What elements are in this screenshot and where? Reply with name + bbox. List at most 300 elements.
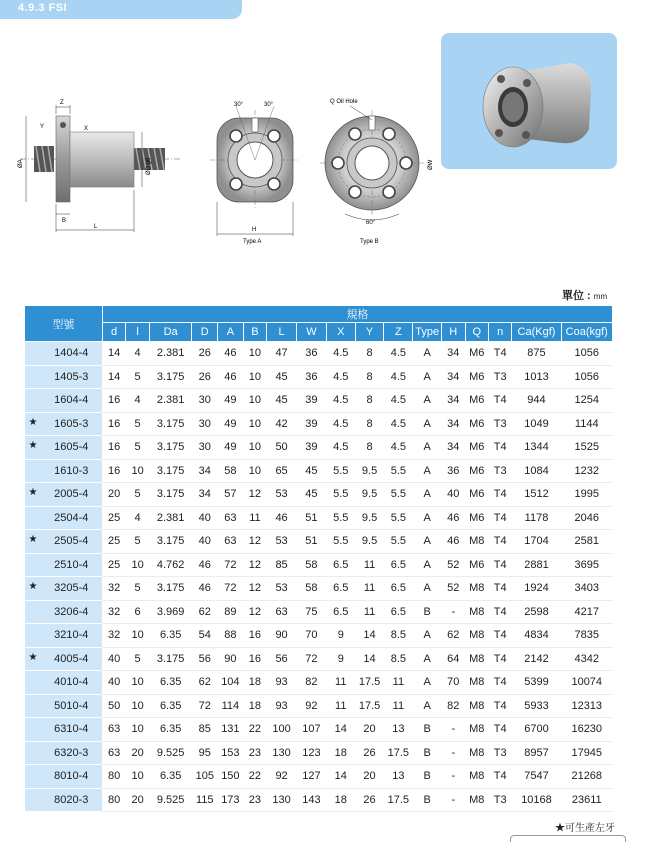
column-header: Ca(Kgf) — [512, 323, 561, 342]
spec-cell: B — [413, 788, 442, 812]
spec-table — [24, 305, 613, 812]
left-thread-star: ★ — [28, 581, 38, 592]
column-header: A — [218, 323, 244, 342]
spec-cell: 18 — [243, 671, 266, 695]
header-spec-group: 規格 — [102, 306, 612, 323]
left-thread-star: ★ — [28, 487, 38, 498]
spec-cell: 4.5 — [326, 436, 355, 460]
spec-cell: 4.5 — [326, 389, 355, 413]
spec-cell: T3 — [488, 365, 511, 389]
spec-cell: 1013 — [512, 365, 561, 389]
spec-cell: M8 — [465, 647, 488, 671]
dim-l: L — [94, 224, 98, 230]
spec-cell: 10 — [243, 459, 266, 483]
column-header: Z — [384, 323, 413, 342]
spec-cell: 1056 — [561, 365, 612, 389]
type-a-h: H — [252, 227, 257, 233]
spec-cell: T3 — [488, 788, 511, 812]
left-thread-star: ★ — [28, 440, 38, 451]
spec-cell: 6700 — [512, 718, 561, 742]
column-header: W — [297, 323, 327, 342]
spec-cell: 6.35 — [149, 765, 192, 789]
spec-cell: T4 — [488, 577, 511, 601]
spec-cell: 92 — [297, 694, 327, 718]
table-row — [25, 530, 613, 554]
dim-b: B — [62, 218, 67, 224]
spec-cell: 1924 — [512, 577, 561, 601]
spec-cell: 10 — [243, 412, 266, 436]
technical-drawing — [0, 90, 450, 250]
spec-cell: 14 — [326, 718, 355, 742]
spec-cell: M8 — [465, 530, 488, 554]
spec-cell: 53 — [267, 577, 297, 601]
spec-cell: T3 — [488, 412, 511, 436]
spec-cell: M6 — [465, 436, 488, 460]
spec-cell: 56 — [192, 647, 218, 671]
spec-cell: 2881 — [512, 553, 561, 577]
spec-cell: 10 — [126, 553, 149, 577]
spec-cell: 9.525 — [149, 788, 192, 812]
spec-cell: 2.381 — [149, 389, 192, 413]
spec-table-body — [25, 342, 613, 812]
table-row — [25, 577, 613, 601]
spec-cell: 9.5 — [355, 483, 384, 507]
spec-cell: 58 — [218, 459, 244, 483]
column-header: X — [326, 323, 355, 342]
spec-cell: B — [413, 765, 442, 789]
spec-cell: 40 — [102, 671, 125, 695]
spec-cell: 2.381 — [149, 506, 192, 530]
spec-cell: 4.762 — [149, 553, 192, 577]
spec-cell: 46 — [442, 506, 465, 530]
spec-cell: 22 — [243, 718, 266, 742]
spec-cell: 36 — [297, 365, 327, 389]
column-header: H — [442, 323, 465, 342]
model-cell — [25, 671, 103, 695]
model-cell — [25, 741, 103, 765]
table-row — [25, 506, 613, 530]
spec-cell: 32 — [102, 624, 125, 648]
table-row — [25, 765, 613, 789]
spec-cell: 4.5 — [384, 412, 413, 436]
spec-cell: 58 — [297, 577, 327, 601]
spec-cell: 40 — [102, 647, 125, 671]
spec-cell: A — [413, 459, 442, 483]
spec-cell: 52 — [442, 577, 465, 601]
unit-label — [562, 287, 607, 303]
spec-cell: 10168 — [512, 788, 561, 812]
spec-cell: 130 — [267, 741, 297, 765]
spec-cell: 34 — [442, 436, 465, 460]
spec-cell: B — [413, 600, 442, 624]
spec-cell: 40 — [442, 483, 465, 507]
spec-cell: 6.35 — [149, 694, 192, 718]
model-cell — [25, 506, 103, 530]
spec-cell: 14 — [102, 365, 125, 389]
model-cell — [25, 436, 103, 460]
spec-cell: 53 — [267, 530, 297, 554]
spec-cell: A — [413, 553, 442, 577]
spec-cell: 93 — [267, 671, 297, 695]
spec-cell: - — [442, 765, 465, 789]
spec-cell: T4 — [488, 647, 511, 671]
spec-cell: 5.5 — [326, 530, 355, 554]
spec-cell: 49 — [218, 436, 244, 460]
ball-nut-image — [441, 33, 617, 169]
model-cell — [25, 389, 103, 413]
spec-cell: 105 — [192, 765, 218, 789]
spec-cell: 90 — [218, 647, 244, 671]
spec-cell: M8 — [465, 788, 488, 812]
spec-cell: A — [413, 647, 442, 671]
spec-cell: 65 — [267, 459, 297, 483]
spec-cell: 4.5 — [326, 342, 355, 366]
dim-x: X — [84, 126, 89, 132]
spec-cell: 944 — [512, 389, 561, 413]
spec-cell: 12 — [243, 553, 266, 577]
left-thread-star: ★ — [28, 416, 38, 428]
spec-cell: 5933 — [512, 694, 561, 718]
spec-cell: B — [413, 741, 442, 765]
spec-cell: 62 — [192, 671, 218, 695]
model-number: 3210-4 — [54, 629, 89, 642]
product-photo-panel — [441, 33, 617, 169]
model-number: 1605-3 — [54, 417, 89, 430]
spec-cell: 34 — [442, 412, 465, 436]
spec-cell: 30 — [192, 412, 218, 436]
model-number: 2510-4 — [54, 558, 89, 571]
model-number: 4005-4 — [54, 652, 89, 665]
spec-cell: 4834 — [512, 624, 561, 648]
spec-cell: 4.5 — [326, 412, 355, 436]
spec-cell: 4.5 — [384, 389, 413, 413]
spec-cell: 14 — [326, 765, 355, 789]
spec-cell: 18 — [326, 741, 355, 765]
model-number: 1604-4 — [54, 394, 89, 407]
spec-cell: 46 — [192, 553, 218, 577]
column-header: Da — [149, 323, 192, 342]
spec-cell: 127 — [297, 765, 327, 789]
spec-cell: - — [442, 600, 465, 624]
spec-cell: T4 — [488, 389, 511, 413]
type-b-view — [320, 99, 434, 245]
spec-cell: 5 — [126, 365, 149, 389]
spec-cell: 22 — [243, 765, 266, 789]
spec-cell: 9 — [326, 624, 355, 648]
spec-cell: 2.381 — [149, 342, 192, 366]
table-row — [25, 718, 613, 742]
spec-cell: 3.969 — [149, 600, 192, 624]
section-title: 4.9.3 FSI — [18, 2, 68, 14]
spec-cell: 9.5 — [355, 530, 384, 554]
spec-cell: 1056 — [561, 342, 612, 366]
table-row — [25, 342, 613, 366]
spec-cell: 49 — [218, 412, 244, 436]
spec-cell: 11 — [326, 694, 355, 718]
spec-cell: 3403 — [561, 577, 612, 601]
spec-cell: 88 — [218, 624, 244, 648]
dim-phi-a: ØA — [18, 159, 24, 168]
spec-cell: M8 — [465, 741, 488, 765]
model-cell — [25, 553, 103, 577]
spec-cell: 49 — [218, 389, 244, 413]
model-cell — [25, 530, 103, 554]
spec-cell: 63 — [218, 530, 244, 554]
spec-cell: 1512 — [512, 483, 561, 507]
spec-cell: T4 — [488, 694, 511, 718]
spec-cell: A — [413, 577, 442, 601]
spec-cell: 92 — [267, 765, 297, 789]
model-number: 5010-4 — [54, 699, 89, 712]
spec-cell: 34 — [442, 389, 465, 413]
spec-cell: M8 — [465, 765, 488, 789]
spec-cell: 23 — [243, 741, 266, 765]
spec-cell: 1084 — [512, 459, 561, 483]
spec-cell: 13 — [384, 718, 413, 742]
spec-cell: 4 — [126, 506, 149, 530]
spec-cell: 5.5 — [384, 506, 413, 530]
spec-cell: 4 — [126, 389, 149, 413]
spec-cell: 131 — [218, 718, 244, 742]
spec-cell: 173 — [218, 788, 244, 812]
spec-cell: 12 — [243, 577, 266, 601]
spec-cell: 25 — [102, 530, 125, 554]
spec-cell: 80 — [102, 765, 125, 789]
spec-cell: 2046 — [561, 506, 612, 530]
spec-cell: T4 — [488, 718, 511, 742]
spec-cell: A — [413, 506, 442, 530]
spec-cell: T4 — [488, 530, 511, 554]
spec-cell: 3.175 — [149, 436, 192, 460]
spec-cell: M6 — [465, 365, 488, 389]
model-number: 2505-4 — [54, 535, 89, 548]
table-row — [25, 741, 613, 765]
model-cell — [25, 788, 103, 812]
section-tab — [0, 0, 242, 19]
spec-cell: 39 — [297, 389, 327, 413]
table-row — [25, 624, 613, 648]
spec-cell: 14 — [355, 647, 384, 671]
spec-cell: 70 — [442, 671, 465, 695]
spec-cell: - — [442, 718, 465, 742]
spec-cell: M8 — [465, 671, 488, 695]
column-header: Y — [355, 323, 384, 342]
spec-cell: 1232 — [561, 459, 612, 483]
model-cell — [25, 694, 103, 718]
column-header-row — [25, 323, 613, 342]
spec-cell: 16 — [102, 459, 125, 483]
spec-cell: 23611 — [561, 788, 612, 812]
spec-cell: 12 — [243, 530, 266, 554]
spec-cell: 16 — [243, 624, 266, 648]
spec-cell: 3695 — [561, 553, 612, 577]
unit-mm: mm — [593, 292, 608, 301]
footnote: ★可生產左牙 — [555, 823, 615, 834]
spec-cell: M8 — [465, 694, 488, 718]
spec-cell: 11 — [355, 577, 384, 601]
spec-cell: 20 — [355, 718, 384, 742]
spec-cell: 7547 — [512, 765, 561, 789]
spec-cell: 7835 — [561, 624, 612, 648]
table-row — [25, 694, 613, 718]
spec-cell: 12 — [243, 483, 266, 507]
spec-cell: 20 — [102, 483, 125, 507]
spec-cell: 6.5 — [326, 553, 355, 577]
spec-cell: 45 — [267, 389, 297, 413]
column-header: l — [126, 323, 149, 342]
spec-cell: 123 — [297, 741, 327, 765]
spec-cell: M6 — [465, 553, 488, 577]
spec-cell: 57 — [218, 483, 244, 507]
spec-cell: T4 — [488, 671, 511, 695]
header-model: 型號 — [25, 306, 103, 342]
spec-cell: 18 — [243, 694, 266, 718]
spec-cell: 54 — [192, 624, 218, 648]
model-number: 1404-4 — [54, 347, 89, 360]
spec-cell: 3.175 — [149, 483, 192, 507]
model-number: 3205-4 — [54, 582, 89, 595]
spec-cell: A — [413, 365, 442, 389]
spec-cell: 1525 — [561, 436, 612, 460]
spec-cell: 2142 — [512, 647, 561, 671]
type-a-view — [210, 102, 300, 245]
column-header: Q — [465, 323, 488, 342]
spec-cell: 3.175 — [149, 577, 192, 601]
model-cell — [25, 342, 103, 366]
spec-cell: 72 — [218, 553, 244, 577]
spec-cell: 63 — [102, 718, 125, 742]
spec-cell: 34 — [442, 365, 465, 389]
spec-cell: - — [442, 741, 465, 765]
spec-cell: 13 — [384, 765, 413, 789]
spec-cell: 51 — [297, 530, 327, 554]
type-b-oil-hole: Q Oil Hole — [330, 99, 358, 105]
spec-cell: 5.5 — [326, 483, 355, 507]
spec-cell: 80 — [102, 788, 125, 812]
type-a-caption: Type A — [243, 239, 262, 245]
spec-cell: 50 — [267, 436, 297, 460]
model-cell — [25, 765, 103, 789]
spec-cell: 82 — [442, 694, 465, 718]
spec-cell: 95 — [192, 741, 218, 765]
spec-cell: 32 — [102, 600, 125, 624]
spec-cell: 6.5 — [326, 577, 355, 601]
spec-cell: M8 — [465, 718, 488, 742]
spec-cell: 34 — [442, 342, 465, 366]
spec-cell: 115 — [192, 788, 218, 812]
spec-cell: 153 — [218, 741, 244, 765]
spec-cell: 72 — [297, 647, 327, 671]
spec-cell: 5 — [126, 412, 149, 436]
spec-cell: 26 — [192, 365, 218, 389]
spec-cell: 58 — [297, 553, 327, 577]
spec-cell: 17.5 — [384, 741, 413, 765]
spec-cell: 20 — [355, 765, 384, 789]
left-thread-star: ★ — [28, 651, 38, 663]
spec-cell: A — [413, 412, 442, 436]
spec-cell: 25 — [102, 506, 125, 530]
spec-cell: 17.5 — [355, 671, 384, 695]
spec-cell: 45 — [267, 365, 297, 389]
spec-cell: 3.175 — [149, 647, 192, 671]
spec-cell: 1344 — [512, 436, 561, 460]
spec-cell: 10 — [126, 718, 149, 742]
type-a-angle-1: 30° — [234, 102, 244, 108]
spec-cell: 23 — [243, 788, 266, 812]
spec-cell: 45 — [297, 483, 327, 507]
spec-cell: - — [442, 788, 465, 812]
column-header: d — [102, 323, 125, 342]
model-cell — [25, 412, 103, 436]
spec-cell: T4 — [488, 483, 511, 507]
column-header: n — [488, 323, 511, 342]
spec-cell: A — [413, 483, 442, 507]
spec-cell: 26 — [355, 788, 384, 812]
dim-y: Y — [40, 124, 45, 130]
spec-cell: A — [413, 389, 442, 413]
spec-cell: 6.5 — [384, 600, 413, 624]
table-row — [25, 365, 613, 389]
spec-cell: 10 — [243, 342, 266, 366]
model-cell — [25, 647, 103, 671]
spec-cell: 5.5 — [384, 483, 413, 507]
spec-cell: 63 — [218, 506, 244, 530]
spec-cell: 47 — [267, 342, 297, 366]
model-cell — [25, 600, 103, 624]
spec-cell: A — [413, 530, 442, 554]
table-row — [25, 389, 613, 413]
dim-z: Z — [60, 100, 64, 106]
spec-cell: 85 — [192, 718, 218, 742]
spec-cell: 9 — [326, 647, 355, 671]
spec-cell: 6.5 — [384, 577, 413, 601]
table-row — [25, 412, 613, 436]
spec-cell: 2598 — [512, 600, 561, 624]
model-number: 3206-4 — [54, 605, 89, 618]
spec-cell: 8.5 — [384, 624, 413, 648]
spec-cell: 36 — [442, 459, 465, 483]
spec-cell: A — [413, 671, 442, 695]
table-row — [25, 647, 613, 671]
spec-cell: 8 — [355, 436, 384, 460]
spec-cell: 8 — [355, 365, 384, 389]
spec-cell: 25 — [102, 553, 125, 577]
spec-cell: 52 — [442, 553, 465, 577]
spec-cell: 9.5 — [355, 459, 384, 483]
spec-cell: 6.35 — [149, 624, 192, 648]
spec-cell: 5 — [126, 530, 149, 554]
spec-cell: 11 — [355, 600, 384, 624]
unit-prefix: 單位 : — [562, 290, 591, 302]
spec-cell: 16 — [243, 647, 266, 671]
column-header: Type — [413, 323, 442, 342]
spec-cell: 18 — [326, 788, 355, 812]
spec-cell: 5 — [126, 436, 149, 460]
spec-cell: 85 — [267, 553, 297, 577]
spec-cell: 1178 — [512, 506, 561, 530]
spec-cell: 90 — [267, 624, 297, 648]
spec-cell: 30 — [192, 389, 218, 413]
spec-cell: 10 — [126, 459, 149, 483]
spec-cell: 4217 — [561, 600, 612, 624]
type-a-angle-2: 30° — [264, 102, 274, 108]
model-cell — [25, 624, 103, 648]
spec-cell: M6 — [465, 412, 488, 436]
left-thread-star: ★ — [28, 534, 38, 545]
spec-cell: M6 — [465, 459, 488, 483]
spec-cell: 104 — [218, 671, 244, 695]
model-cell — [25, 483, 103, 507]
